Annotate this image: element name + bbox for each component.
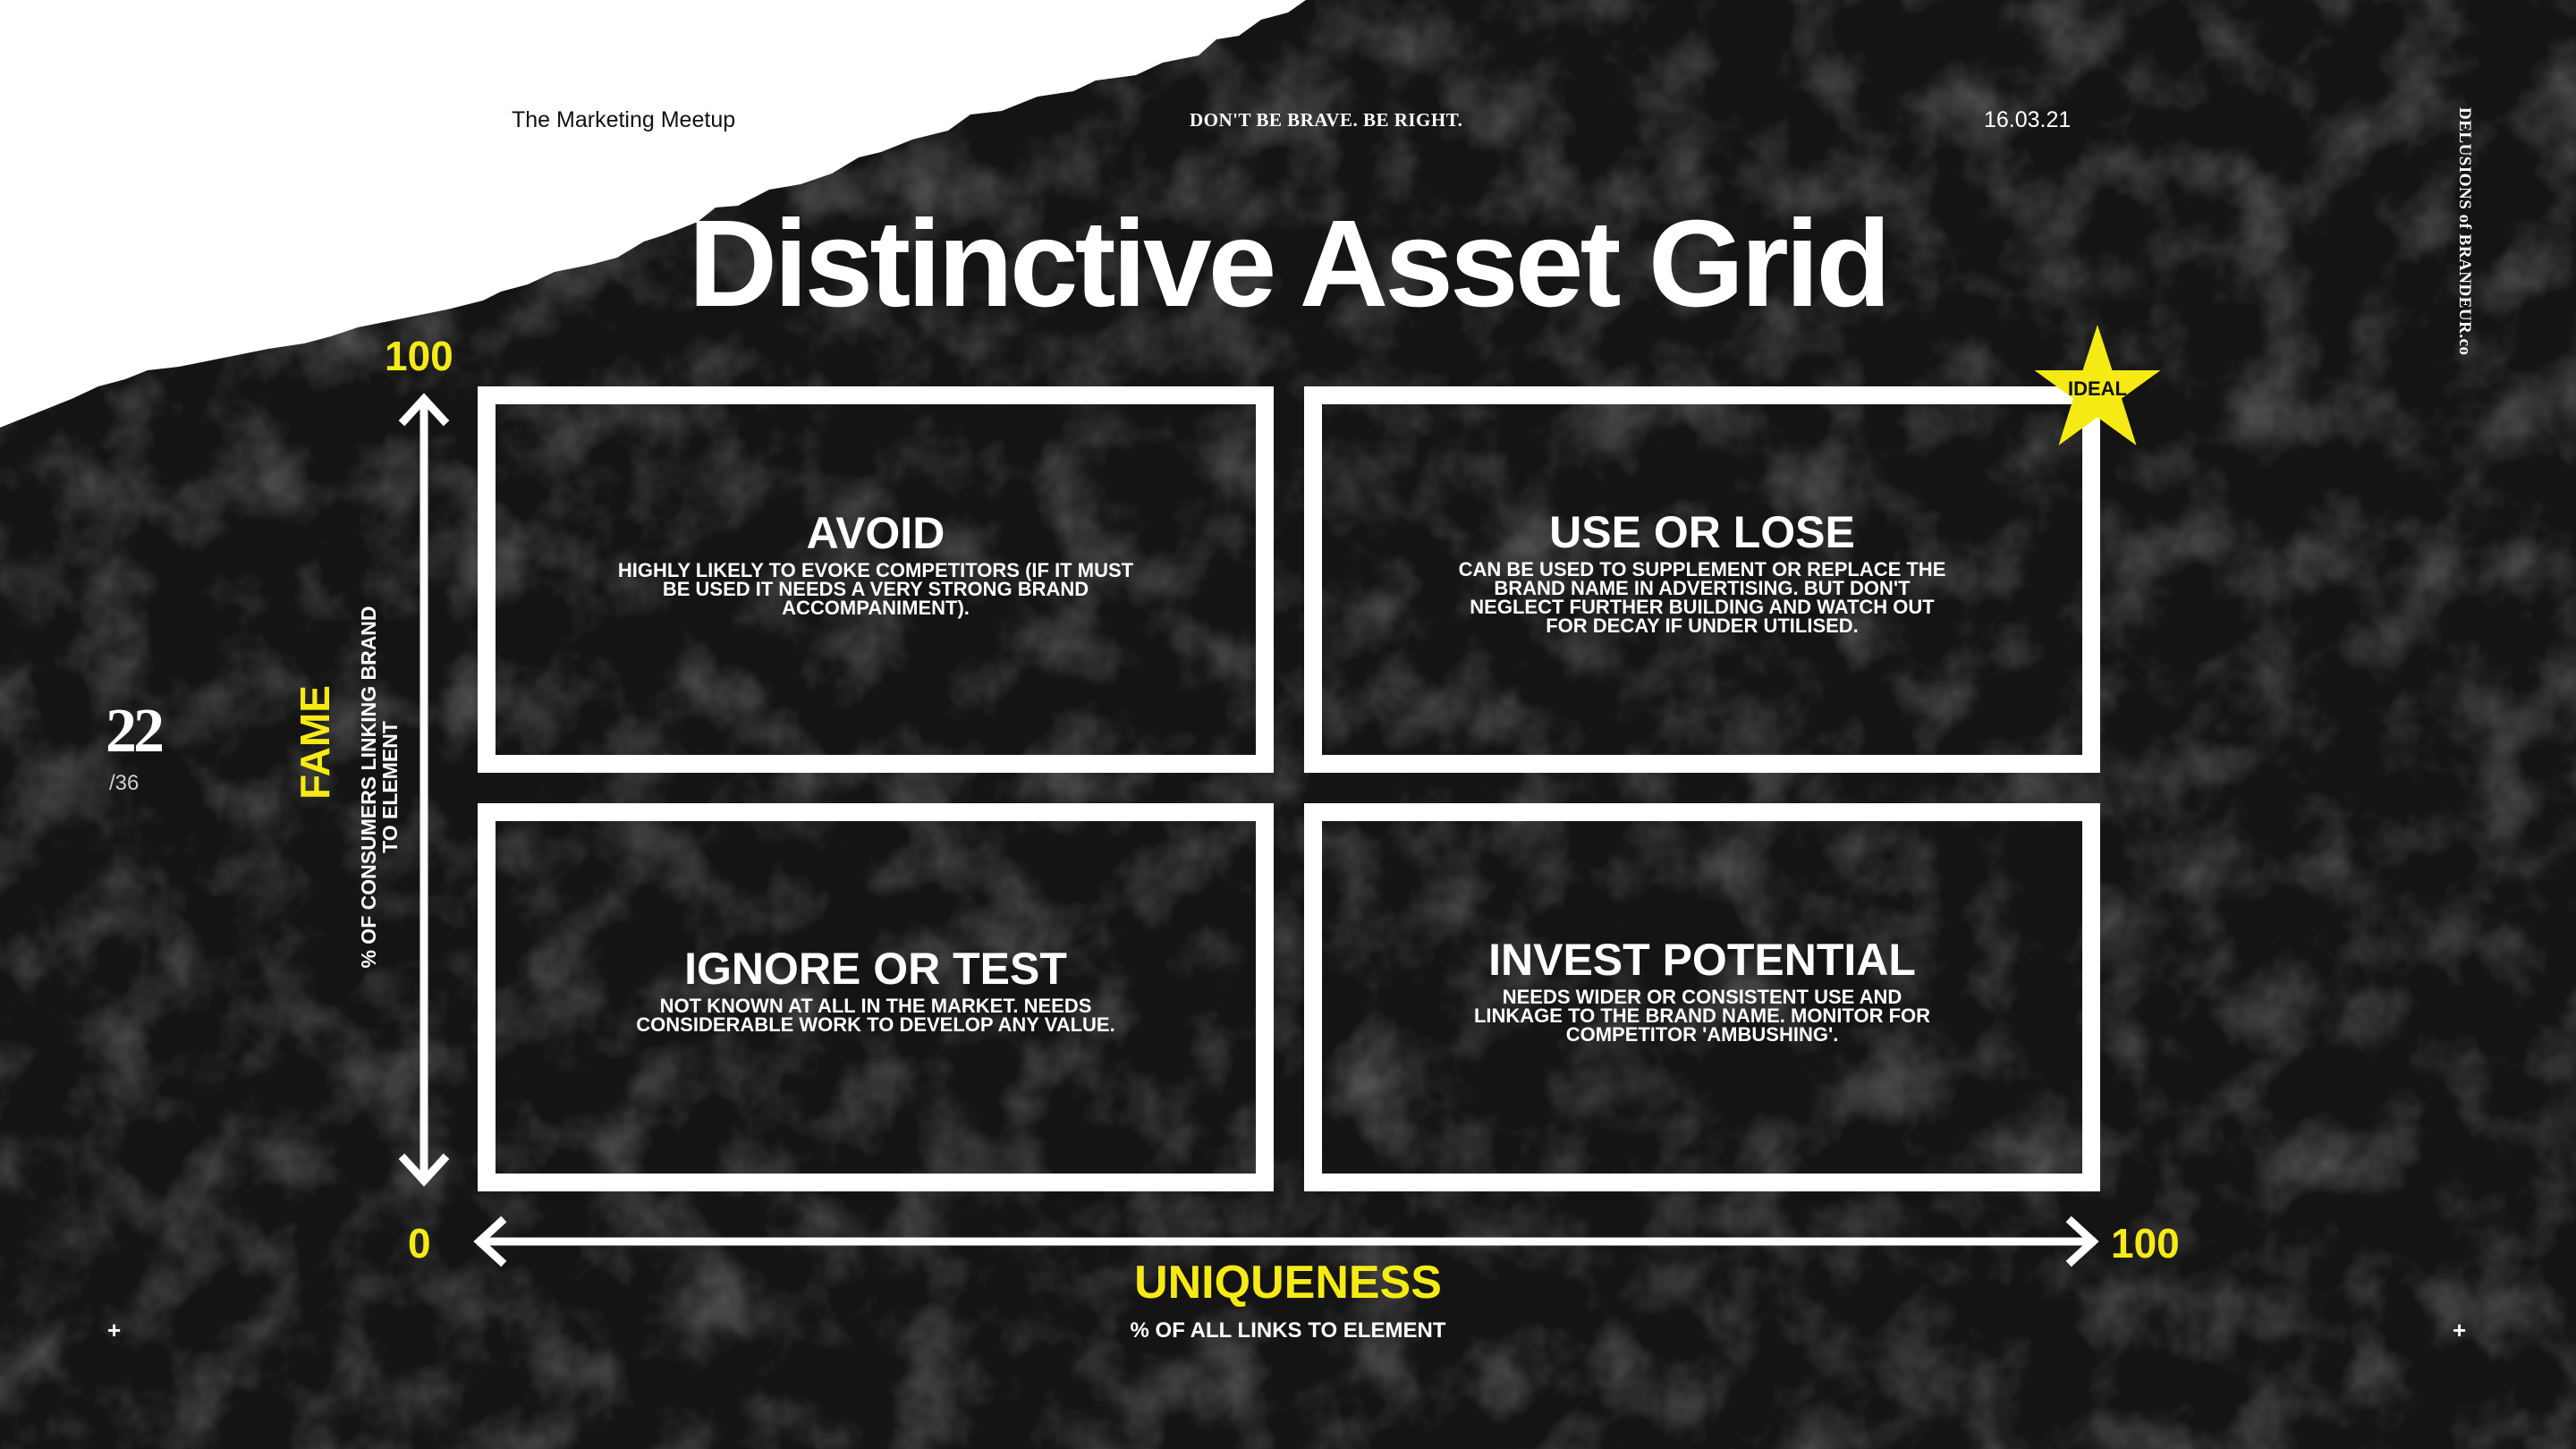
- corner-plus-icon: +: [107, 1317, 122, 1343]
- quadrant-title: AVOID: [806, 507, 945, 558]
- corner-plus-icon: +: [2453, 1317, 2467, 1343]
- page-number: 22: [106, 697, 161, 766]
- quadrant-avoid: [478, 386, 1274, 773]
- quadrant-invest-potential: [1304, 803, 2100, 1191]
- x-axis-max-label: 100: [2111, 1220, 2180, 1267]
- quadrant-description: HIGHLY LIKELY TO EVOKE COMPETITORS (IF IT MUST BE USED IT NEEDS A VERY STRONG BRAND ACCOMPANIMENT).: [617, 558, 1134, 619]
- y-axis-title: FAME: [292, 685, 338, 800]
- brand-logo: DELUSIONS of BRANDEUR.co: [2455, 107, 2474, 356]
- quadrant-ignore-or-test: [478, 803, 1274, 1191]
- y-axis-subtitle: % OF CONSUMERS LINKING BRAND TO ELEMENT: [357, 606, 402, 969]
- slide-title: Distinctive Asset Grid: [688, 195, 1888, 333]
- quadrant-title: INVEST POTENTIAL: [1488, 934, 1916, 985]
- date: 16.03.21: [1984, 107, 2072, 132]
- ideal-badge-label: IDEAL: [2068, 377, 2127, 400]
- y-axis-title-wrap: [292, 474, 338, 1011]
- quadrant-title: IGNORE OR TEST: [684, 944, 1067, 994]
- quadrant-description: NEEDS WIDER OR CONSISTENT USE AND LINKAGE TO THE BRAND NAME. MONITOR FOR COMPETITOR 'AMBUSHING'.: [1473, 985, 1931, 1046]
- origin-label: 0: [408, 1220, 431, 1267]
- event-name: The Marketing Meetup: [512, 107, 736, 132]
- page-total: /36: [109, 771, 140, 795]
- corner-plus-icon: +: [107, 106, 122, 132]
- quadrant-title: USE OR LOSE: [1549, 507, 1855, 557]
- x-axis-subtitle: % OF ALL LINKS TO ELEMENT: [1130, 1318, 1446, 1343]
- x-axis-title: UNIQUENESS: [1134, 1257, 1442, 1309]
- quadrant-use-or-lose: [1304, 386, 2100, 773]
- tagline: DON'T BE BRAVE. BE RIGHT.: [1190, 109, 1463, 131]
- quadrant-description: CAN BE USED TO SUPPLEMENT OR REPLACE THE BRAND NAME IN ADVERTISING. BUT DON'T NEGLECT FURTHER BUILDING AND WATCH OUT FOR DECAY IF UNDER UTILISED.: [1458, 558, 1946, 637]
- y-axis-max-label: 100: [385, 333, 453, 379]
- quadrant-description: NOT KNOWN AT ALL IN THE MARKET. NEEDS CONSIDERABLE WORK TO DEVELOP ANY VALUE.: [636, 995, 1115, 1036]
